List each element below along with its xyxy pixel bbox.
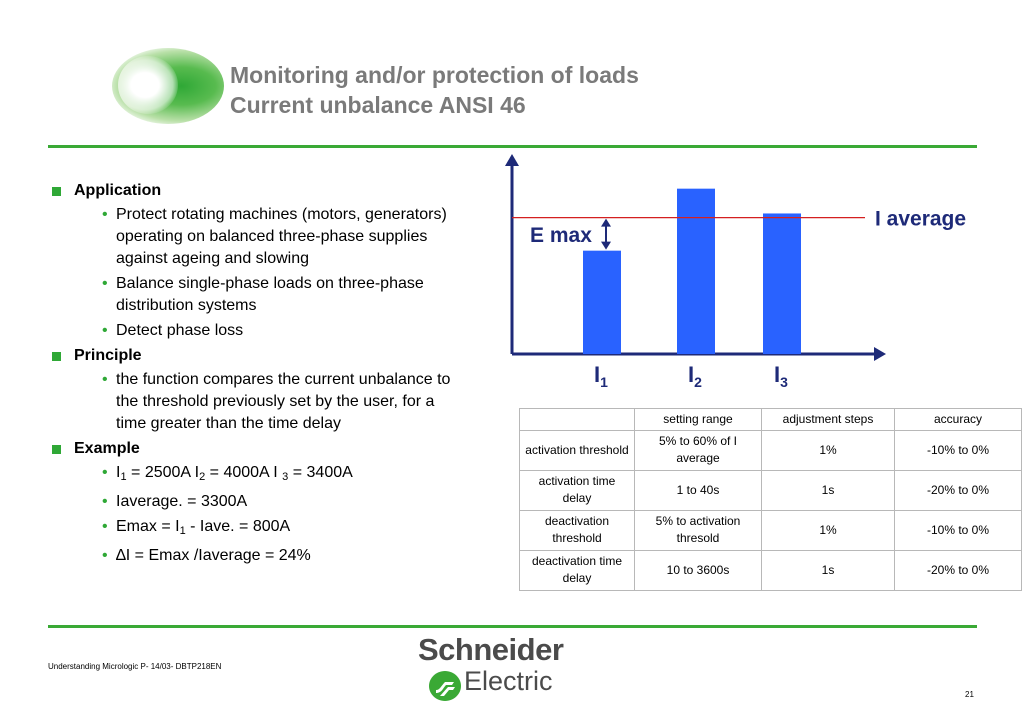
content-list <box>48 180 478 570</box>
list-item <box>48 491 478 513</box>
bullet-dot-icon: • <box>102 275 108 292</box>
section-principle <box>48 345 478 367</box>
bottom-divider <box>48 625 977 628</box>
list-item-text: the function compares the current unbalance to the threshold previously set by the user, for a time greater than the time delay <box>116 371 451 432</box>
list-item <box>48 320 478 342</box>
table-cell: activation time delay <box>520 470 635 510</box>
section-example <box>48 438 478 460</box>
table-header-cell: adjustment steps <box>762 409 895 431</box>
table-cell: -20% to 0% <box>895 470 1022 510</box>
bullet-dot-icon: • <box>102 518 108 535</box>
list-item-text: ∆I = Emax /Iaverage = 24% <box>116 547 311 564</box>
brand-name: Schneider <box>418 632 564 667</box>
bullet-dot-icon: • <box>102 322 108 339</box>
list-item <box>48 462 478 488</box>
table-row <box>520 550 1022 590</box>
table-cell: activation threshold <box>520 430 635 470</box>
bar-label-I3: $I_3$ <box>774 362 788 390</box>
table-cell: 1s <box>762 470 895 510</box>
table-header-row <box>520 409 1022 431</box>
section-label: Example <box>74 440 140 457</box>
table-cell: -10% to 0% <box>895 430 1022 470</box>
table-header-cell: setting range <box>635 409 762 431</box>
square-bullet-icon <box>52 445 61 454</box>
list-item <box>48 273 478 317</box>
table-row <box>520 430 1022 470</box>
list-item-text: Detect phase loss <box>116 322 244 339</box>
text-fragment: = 4000A I <box>205 464 283 481</box>
list-item <box>48 516 478 542</box>
list-item <box>48 545 478 567</box>
example-emax <box>116 518 290 535</box>
subscript: 1 <box>179 525 186 537</box>
y-axis-arrow-icon <box>505 154 519 166</box>
title-line-1: Monitoring and/or protection of loads <box>230 62 639 88</box>
table-header-cell: accuracy <box>895 409 1022 431</box>
table-cell: -10% to 0% <box>895 510 1022 550</box>
section-label: Application <box>74 182 162 199</box>
table-row <box>520 510 1022 550</box>
bullet-dot-icon: • <box>102 547 108 564</box>
bullet-dot-icon: • <box>102 206 108 223</box>
square-bullet-icon <box>52 352 61 361</box>
section-label: Principle <box>74 347 142 364</box>
bar-I3 <box>763 213 801 354</box>
table-cell: 1s <box>762 550 895 590</box>
footer-reference: Understanding Micrologic P- 14/03- DBTP218EN <box>48 662 222 671</box>
brand-subname: Electric <box>464 666 553 696</box>
bar-label-I2: $I_2$ <box>688 362 702 390</box>
example-currents <box>116 464 353 481</box>
bullet-dot-icon: • <box>102 464 108 481</box>
emax-label: E max <box>530 224 592 248</box>
subscript: 1 <box>120 471 127 483</box>
emax-arrow-down-icon <box>601 242 611 250</box>
section-application <box>48 180 478 202</box>
table-cell: 5% to activation thresold <box>635 510 762 550</box>
bullet-dot-icon: • <box>102 493 108 510</box>
list-item <box>48 204 478 270</box>
table-cell: -20% to 0% <box>895 550 1022 590</box>
list-item-text: Balance single-phase loads on three-phase distribution systems <box>116 275 424 314</box>
square-bullet-icon <box>52 187 61 196</box>
brand-mark-icon <box>428 670 462 702</box>
slide-title <box>230 60 639 120</box>
emax-arrow-up-icon <box>601 219 611 227</box>
text-fragment: = 3400A <box>288 464 353 481</box>
table-cell: 1 to 40s <box>635 470 762 510</box>
table-cell: 5% to 60% of I average <box>635 430 762 470</box>
list-item-text: Iaverage. = 3300A <box>116 493 248 510</box>
table-cell: deactivation threshold <box>520 510 635 550</box>
page-number: 21 <box>965 690 974 699</box>
subscript: 3 <box>282 471 289 483</box>
bar-I2 <box>677 189 715 354</box>
table-row <box>520 470 1022 510</box>
settings-table <box>519 408 1022 591</box>
table-header-cell <box>520 409 635 431</box>
bullet-dot-icon: • <box>102 371 108 388</box>
average-label: I average <box>875 207 967 231</box>
bar-label-I1: $I_1$ <box>594 362 608 390</box>
list-item <box>48 369 478 435</box>
table-cell: 1% <box>762 510 895 550</box>
top-divider <box>48 145 977 148</box>
list-item-text: Protect rotating machines (motors, generators) operating on balanced three-phase supplies against ageing and slowing <box>116 206 447 267</box>
text-fragment: I <box>116 464 121 481</box>
current-unbalance-chart <box>480 150 980 400</box>
table-cell: deactivation time delay <box>520 550 635 590</box>
x-axis-arrow-icon <box>874 347 886 361</box>
table-cell: 1% <box>762 430 895 470</box>
text-fragment: Emax = I <box>116 518 180 535</box>
schneider-electric-logo <box>418 632 593 704</box>
title-line-2: Current unbalance ANSI 46 <box>230 92 526 118</box>
bar-I1 <box>583 251 621 354</box>
title-decoration <box>112 48 224 124</box>
table-cell: 10 to 3600s <box>635 550 762 590</box>
text-fragment: - Iave. = 800A <box>185 518 291 535</box>
text-fragment: = 2500A I <box>126 464 200 481</box>
subscript: 2 <box>199 471 206 483</box>
